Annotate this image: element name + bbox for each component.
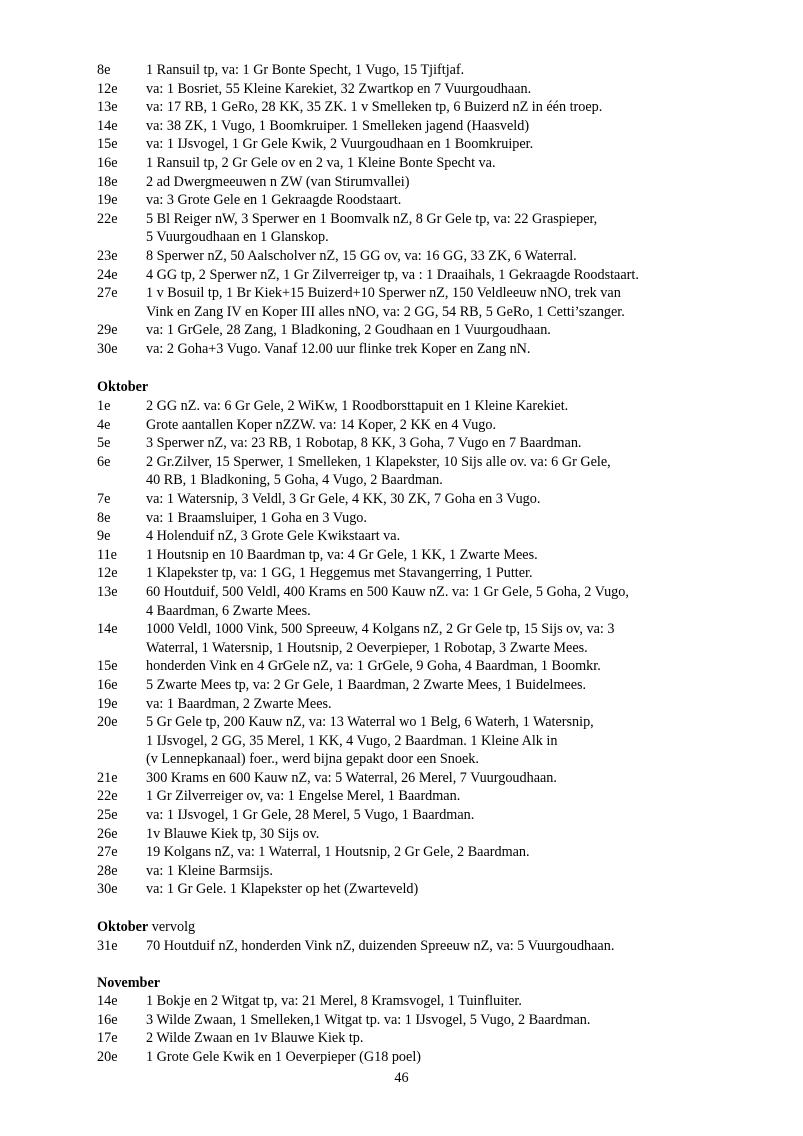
log-entry [97,862,777,881]
entry-text: 4 GG tp, 2 Sperwer nZ, 1 Gr Zilverreiger tp, va : 1 Draaihals, 1 Gekraagde Roodstaart. [146,266,639,283]
entry-date: 14e [97,993,118,1009]
log-entry [97,247,777,266]
log-entry [97,1048,777,1067]
entry-text: va: 17 RB, 1 GeRo, 28 KK, 35 ZK. 1 v Smelleken tp, 6 Buizerd nZ in één troep. [146,99,603,116]
entry-text: va: 2 Goha+3 Vugo. Vanaf 12.00 uur flinke trek Koper en Zang nN. [146,340,531,357]
log-entry [97,787,777,806]
entry-text: 5 Gr Gele tp, 200 Kauw nZ, va: 13 Waterral wo 1 Belg, 6 Waterh, 1 Watersnip, 1 IJsvogel, 2 GG, 35 Merel, 1 KK, 4 Vugo, 2 Baardman. 1 Kleine Alk in (v Lennepkanaal) foer., werd bijna gepakt door een Snoek. [146,714,594,768]
entry-text: 60 Houtduif, 500 Veldl, 400 Krams en 500 Kauw nZ. va: 1 Gr Gele, 5 Goha, 2 Vugo, 4 Baardman, 6 Zwarte Mees. [146,583,629,619]
entry-text: va: 1 Baardman, 2 Zwarte Mees. [146,695,332,712]
november-heading-text: November [97,975,161,991]
log-entry [97,284,777,321]
log-entry [97,937,777,956]
log-entry [97,117,777,136]
entry-date: 27e [97,285,118,302]
entry-date: 12e [97,565,118,582]
entry-date: 26e [97,825,118,842]
entry-date: 20e [97,714,118,731]
entry-text: 3 Wilde Zwaan, 1 Smelleken,1 Witgat tp. va: 1 IJsvogel, 5 Vugo, 2 Baardman. [146,1011,591,1028]
log-entry [97,416,777,435]
entry-date: 6e [97,453,111,470]
entry-date: 19e [97,192,118,209]
page-number: 46 [394,1070,409,1086]
entry-date: 18e [97,173,118,190]
section-heading-oktober [97,378,148,397]
log-entry [97,266,777,285]
log-entry [97,509,777,528]
entry-text: 5 Zwarte Mees tp, va: 2 Gr Gele, 1 Baardman, 2 Zwarte Mees, 1 Buidelmees. [146,676,587,693]
entry-date: 14e [97,621,118,638]
entry-date: 27e [97,844,118,861]
log-entry [97,769,777,788]
oktober-vervolg-heading-text: Oktober [97,919,149,935]
entry-date: 22e [97,788,118,805]
entry-text: 1 Bokje en 2 Witgat tp, va: 21 Merel, 8 Kramsvogel, 1 Tuinfluiter. [146,993,522,1009]
entry-date: 16e [97,154,118,171]
entry-text: va: 1 Watersnip, 3 Veldl, 3 Gr Gele, 4 KK, 30 ZK, 7 Goha en 3 Vugo. [146,490,541,507]
entry-text: va: 1 Braamsluiper, 1 Goha en 3 Vugo. [146,509,367,526]
log-entry [97,657,777,676]
entry-text: honderden Vink en 4 GrGele nZ, va: 1 GrGele, 9 Goha, 4 Baardman, 1 Boomkr. [146,658,601,675]
section-heading-november [97,974,160,993]
entry-date: 1e [97,398,111,414]
entry-date: 8e [97,509,111,526]
log-entry [97,453,777,490]
entry-date: 4e [97,416,111,433]
entry-text: 2 Gr.Zilver, 15 Sperwer, 1 Smelleken, 1 Klapekster, 10 Sijs alle ov. va: 6 Gr Gele, 40 RB, 1 Bladkoning, 5 Goha, 4 Vugo, 2 Baardman. [146,453,611,489]
log-entry [97,61,777,80]
entry-date: 14e [97,117,118,134]
entry-date: 11e [97,546,117,563]
entry-text: 2 ad Dwergmeeuwen n ZW (van Stirumvallei) [146,173,410,190]
log-entry [97,992,777,1011]
log-entry [97,80,777,99]
log-entry [97,880,777,899]
entry-text: 1 Houtsnip en 10 Baardman tp, va: 4 Gr Gele, 1 KK, 1 Zwarte Mees. [146,546,538,563]
entry-text: va: 1 Gr Gele. 1 Klapekster op het (Zwarteveld) [146,881,419,898]
entry-text: 2 Wilde Zwaan en 1v Blauwe Kiek tp. [146,1030,364,1047]
log-entry [97,1029,777,1048]
entry-text: 1000 Veldl, 1000 Vink, 500 Spreeuw, 4 Kolgans nZ, 2 Gr Gele tp, 15 Sijs ov, va: 3 Waterral, 1 Watersnip, 1 Houtsnip, 2 Oeverpieper, 1 Robotap, 3 Zwarte Mees. [146,621,615,656]
entry-date: 25e [97,807,118,824]
entry-date: 23e [97,247,118,264]
entry-text: 19 Kolgans nZ, va: 1 Waterral, 1 Houtsnip, 2 Gr Gele, 2 Baardman. [146,844,530,861]
entry-text: va: 1 IJsvogel, 1 Gr Gele Kwik, 2 Vuurgoudhaan en 1 Boomkruiper. [146,136,534,153]
log-entry [97,210,777,247]
entry-text: va: 1 GrGele, 28 Zang, 1 Bladkoning, 2 Goudhaan en 1 Vuurgoudhaan. [146,322,551,339]
entry-text: 1 Gr Zilverreiger ov, va: 1 Engelse Merel, 1 Baardman. [146,788,461,805]
entry-date: 30e [97,881,118,898]
entry-text: 3 Sperwer nZ, va: 23 RB, 1 Robotap, 8 KK, 3 Goha, 7 Vugo en 7 Baardman. [146,435,582,452]
oktober-heading-text: Oktober [97,379,149,395]
log-entry [97,434,777,453]
entry-date: 16e [97,1011,118,1028]
section-heading-oktober-vervolg [97,918,195,937]
entry-date: 5e [97,435,111,452]
log-entry [97,825,777,844]
entry-date: 19e [97,695,118,712]
oktober-entries [97,397,777,899]
entry-text: 4 Holenduif nZ, 3 Grote Gele Kwikstaart va. [146,528,401,545]
entry-text: 1 Ransuil tp, va: 1 Gr Bonte Specht, 1 Vugo, 15 Tjiftjaf. [146,62,465,78]
log-entry [97,546,777,565]
entry-date: 13e [97,99,118,116]
log-entry [97,583,777,620]
log-entry [97,806,777,825]
entry-text: va: 1 IJsvogel, 1 Gr Gele, 28 Merel, 5 Vugo, 1 Baardman. [146,807,475,824]
entry-date: 22e [97,210,118,227]
entry-date: 28e [97,862,118,879]
entry-date: 31e [97,938,118,954]
log-entry [97,843,777,862]
entry-date: 16e [97,676,118,693]
log-entry [97,154,777,173]
log-entry [97,321,777,340]
entry-date: 7e [97,490,111,507]
entry-text: 1 v Bosuil tp, 1 Br Kiek+15 Buizerd+10 Sperwer nZ, 150 Veldleeuw nNO, trek van Vink en Zang IV en Koper III alles nNO, va: 2 GG, 54 RB, 5 GeRo, 1 Cetti’szanger. [146,285,625,320]
entry-text: 8 Sperwer nZ, 50 Aalscholver nZ, 15 GG ov, va: 16 GG, 33 ZK, 6 Waterral. [146,247,577,264]
entry-date: 9e [97,528,111,545]
entry-text: 2 GG nZ. va: 6 Gr Gele, 2 WiKw, 1 Roodborsttapuit en 1 Kleine Karekiet. [146,398,569,414]
log-entry [97,1011,777,1030]
entry-date: 30e [97,340,118,357]
entry-text: Grote aantallen Koper nZZW. va: 14 Koper, 2 KK en 4 Vugo. [146,416,497,433]
log-entry [97,620,777,657]
entry-date: 24e [97,266,118,283]
log-entry [97,695,777,714]
entry-text: 1 Klapekster tp, va: 1 GG, 1 Heggemus met Stavangerring, 1 Putter. [146,565,533,582]
entry-date: 12e [97,80,118,97]
entry-date: 29e [97,322,118,339]
log-entry [97,713,777,769]
log-entry [97,676,777,695]
log-entry [97,490,777,509]
entry-text: va: 38 ZK, 1 Vugo, 1 Boomkruiper. 1 Smelleken jagend (Haasveld) [146,117,530,134]
entry-text: 1 Ransuil tp, 2 Gr Gele ov en 2 va, 1 Kleine Bonte Specht va. [146,154,496,171]
entry-text: 1v Blauwe Kiek tp, 30 Sijs ov. [146,825,320,842]
entry-date: 15e [97,136,118,153]
entry-text: va: 1 Bosriet, 55 Kleine Karekiet, 32 Zwartkop en 7 Vuurgoudhaan. [146,80,532,97]
entry-text: va: 1 Kleine Barmsijs. [146,862,273,879]
log-entry [97,173,777,192]
log-entry [97,527,777,546]
log-entry [97,397,777,416]
oktober-vervolg-entries [97,937,777,956]
november-entries [97,992,777,1066]
log-entry [97,340,777,359]
entry-date: 15e [97,658,118,675]
entry-text: va: 3 Grote Gele en 1 Gekraagde Roodstaart. [146,192,402,209]
entry-text: 300 Krams en 600 Kauw nZ, va: 5 Waterral, 26 Merel, 7 Vuurgoudhaan. [146,769,557,786]
september-entries [97,61,777,359]
entry-date: 21e [97,769,118,786]
entry-text: 70 Houtduif nZ, honderden Vink nZ, duizenden Spreeuw nZ, va: 5 Vuurgoudhaan. [146,938,615,954]
entry-date: 13e [97,583,118,600]
entry-date: 17e [97,1030,118,1047]
entry-text: 5 Bl Reiger nW, 3 Sperwer en 1 Boomvalk nZ, 8 Gr Gele tp, va: 22 Graspieper, 5 Vuurgoudhaan en 1 Glanskop. [146,210,598,246]
oktober-vervolg-suffix: vervolg [148,919,196,935]
entry-date: 8e [97,62,111,78]
log-entry [97,564,777,583]
log-entry [97,135,777,154]
entry-date: 20e [97,1048,118,1065]
entry-text: 1 Grote Gele Kwik en 1 Oeverpieper (G18 poel) [146,1048,421,1065]
log-entry [97,98,777,117]
log-entry [97,191,777,210]
